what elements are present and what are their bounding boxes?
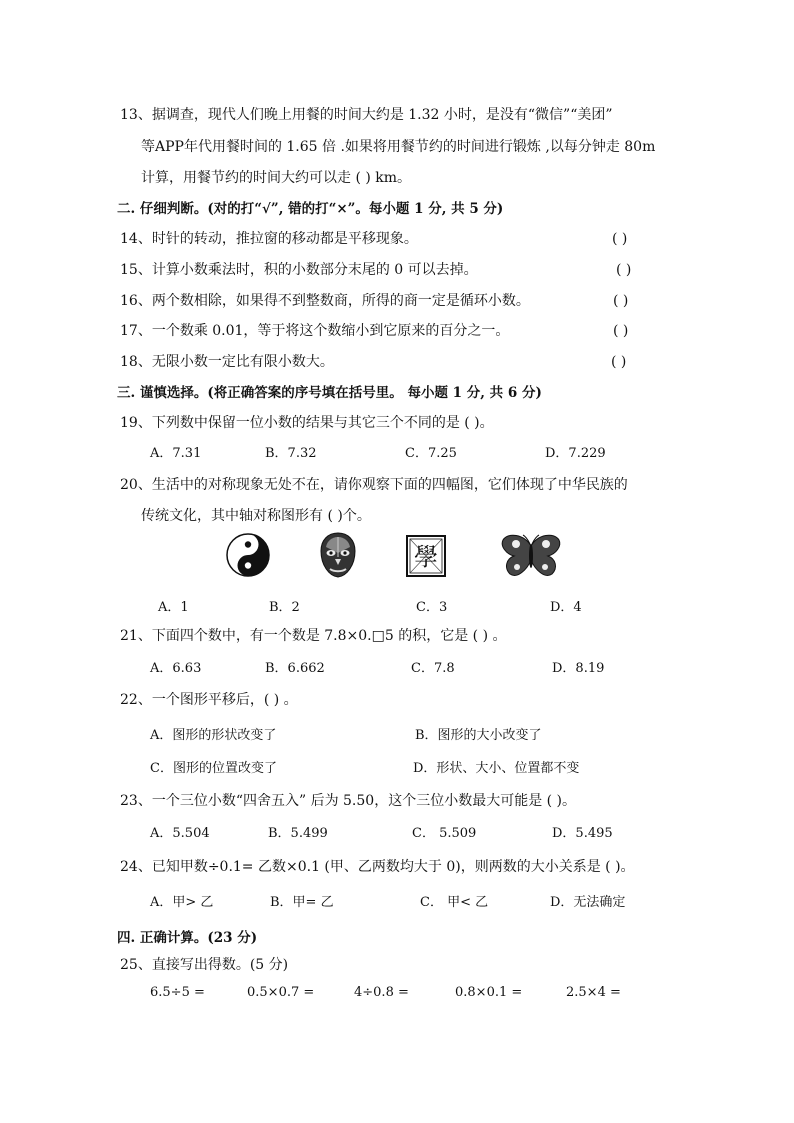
q24-option-d: D．无法确定 (550, 895, 626, 910)
q22-option-a: A．图形的形状改变了 (150, 728, 277, 743)
q19-option-c: C．7.25 (405, 446, 457, 461)
q25-item-5: 2.5×4 = (566, 985, 621, 1000)
q23-option-c: C． 5.509 (412, 826, 477, 841)
q23-option-b: B．5.499 (268, 826, 328, 841)
q17-answer-blank[interactable]: ( ) (613, 323, 629, 339)
q21-option-c: C．7.8 (411, 661, 455, 676)
q20-option-a: A．1 (158, 600, 189, 615)
q21-option-b: B．6.662 (265, 661, 325, 676)
q14-text: 14、时针的转动，推拉窗的移动都是平移现象。 (120, 231, 418, 247)
q19-option-b: B．7.32 (265, 446, 317, 461)
q22-text: 22、一个图形平移后，( ) 。 (120, 692, 298, 708)
q22-option-c: C．图形的位置改变了 (150, 761, 277, 776)
q24-text: 24、已知甲数÷0.1= 乙数×0.1 (甲、乙两数均大于 0)，则两数的大小关系是 ( )。 (120, 859, 635, 875)
q23-option-d: D．5.495 (552, 826, 613, 841)
q16-text: 16、两个数相除，如果得不到整数商，所得的商一定是循环小数。 (120, 293, 530, 309)
yin-yang-icon (225, 532, 271, 578)
q20-option-d: D．4 (550, 600, 582, 615)
q15-answer-blank[interactable]: ( ) (616, 262, 632, 278)
q21-option-a: A．6.63 (150, 661, 202, 676)
q13-line2: 等APP年代用餐时间的 1.65 倍 .如果将用餐节约的时间进行锻炼 ,以每分钟走 80m (141, 139, 656, 155)
q14-answer-blank[interactable]: ( ) (612, 231, 628, 247)
q25-text: 25、直接写出得数。(5 分) (120, 957, 289, 973)
q22-option-b: B．图形的大小改变了 (415, 728, 542, 743)
q20-option-c: C．3 (416, 600, 448, 615)
q25-item-2: 0.5×0.7 = (247, 985, 315, 1000)
q21-option-d: D．8.19 (552, 661, 605, 676)
q23-text: 23、一个三位小数“四舍五入” 后为 5.50，这个三位小数最大可能是 ( )。 (120, 793, 577, 809)
q25-item-4: 0.8×0.1 = (455, 985, 523, 1000)
seal-character-icon (405, 534, 447, 578)
q24-option-c: C． 甲< 乙 (420, 895, 489, 910)
q13-line3: 计算，用餐节约的时间大约可以走 ( ) km。 (141, 170, 412, 186)
q21-text: 21、下面四个数中，有一个数是 7.8×0.□5 的积，它是 ( ) 。 (120, 628, 507, 644)
q24-option-a: A．甲> 乙 (150, 895, 214, 910)
q18-text: 18、无限小数一定比有限小数大。 (120, 354, 334, 370)
q18-answer-blank[interactable]: ( ) (611, 354, 627, 370)
q23-option-a: A．5.504 (150, 826, 210, 841)
opera-mask-icon (318, 531, 358, 579)
q20-line2: 传统文化，其中轴对称图形有 ( )个。 (141, 508, 371, 524)
seal-character: 學 (414, 543, 438, 571)
q16-answer-blank[interactable]: ( ) (613, 293, 629, 309)
q19-option-a: A．7.31 (150, 446, 202, 461)
q17-text: 17、一个数乘 0.01，等于将这个数缩小到它原来的百分之一。 (120, 323, 510, 339)
section4-title: 四. 正确计算。(23 分) (117, 930, 258, 946)
q19-option-d: D．7.229 (545, 446, 606, 461)
q13-line1: 13、据调查，现代人们晚上用餐的时间大约是 1.32 小时，是没有“微信”“美团” (120, 107, 613, 123)
q19-text: 19、下列数中保留一位小数的结果与其它三个不同的是 ( )。 (120, 415, 494, 431)
section2-title: 二. 仔细判断。(对的打“√”, 错的打“×”。每小题 1 分, 共 5 分) (117, 201, 504, 217)
q20-option-b: B．2 (269, 600, 300, 615)
section3-title: 三. 谨慎选择。(将正确答案的序号填在括号里。 每小题 1 分, 共 6 分) (117, 385, 542, 401)
q24-option-b: B．甲= 乙 (270, 895, 334, 910)
q25-item-3: 4÷0.8 = (354, 985, 409, 1000)
q15-text: 15、计算小数乘法时，积的小数部分末尾的 0 可以去掉。 (120, 262, 478, 278)
butterfly-paper-cut-icon (500, 532, 562, 580)
q25-item-1: 6.5÷5 = (150, 985, 205, 1000)
q20-line1: 20、生活中的对称现象无处不在，请你观察下面的四幅图，它们体现了中华民族的 (120, 477, 628, 493)
q22-option-d: D．形状、大小、位置都不变 (413, 761, 580, 776)
